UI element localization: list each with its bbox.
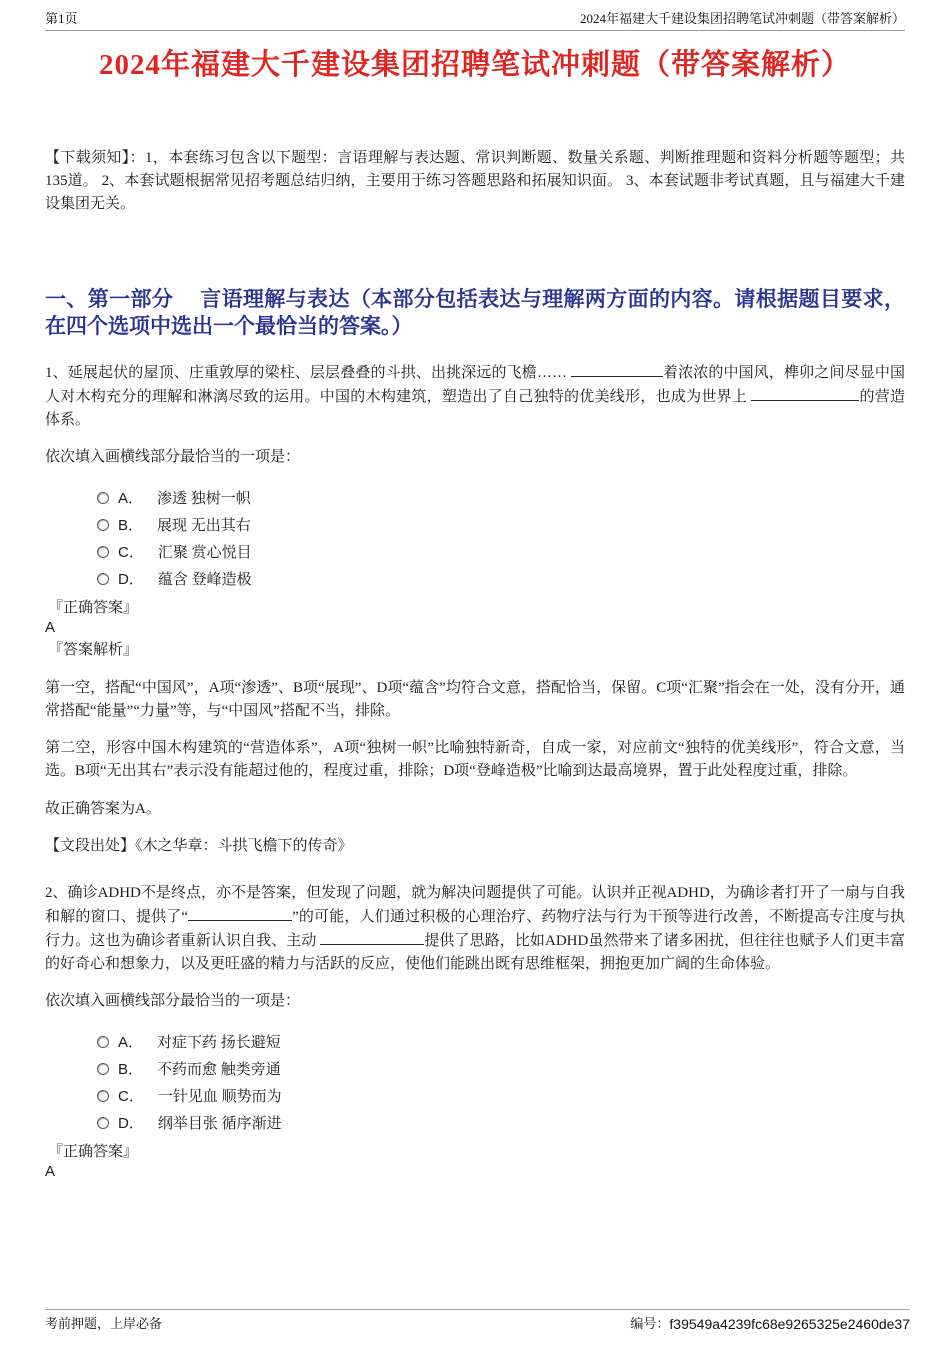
option-row-c[interactable] [97,1087,905,1104]
option-text: 汇聚 赏心悦目 [157,545,252,561]
question-1-stem: 1、延展起伏的屋顶、庄重敦厚的梁柱、层层叠叠的斗拱、出挑深远的飞檐…… 着浓浓的中国风，榫卯之间尽显中国人对木构充分的理解和淋漓尽致的运用。中国的木构建筑，塑造出了自己独特的优美线形，也成为世界上 的营造体系。 [45,361,905,432]
analysis-conclusion: 故正确答案为A。 [45,801,161,817]
fill-in-blank [571,361,663,377]
footer-slogan: 考前押题，上岸必备 [45,1316,163,1331]
download-notice: 【下载须知】：1，本套练习包含以下题型：言语理解与表达题、常识判断题、数量关系题、判断推理题和资料分析题等题型；共135道。 2、本套试题根据常见招考题总结归纳，主要用于练习答题思路和拓展知识面。 3、本套试题非考试真题，且与福建大千建设集团无关。 [45,150,905,212]
radio-button[interactable] [97,1090,109,1102]
option-letter: A． [118,490,144,507]
question-2-prompt: 依次填入画横线部分最恰当的一项是： [45,993,301,1009]
option-row-c[interactable] [97,543,905,560]
header-doc-title: 2024年福建大千建设集团招聘笔试冲刺题（带答案解析） [579,11,905,26]
option-row-d[interactable] [97,570,905,587]
page-header [45,0,905,31]
option-text: 纲举目张 循序渐进 [157,1116,282,1132]
analysis-paragraph-1: 第一空，搭配“中国风”，A项“渗透”、B项“展现”、D项“蕴含”均符合文意，搭配恰当，保留。C项“汇聚”指会在一处，没有分开，通常搭配“能量”“力量”等，与“中国风”搭配不当，排除。 [45,680,905,719]
option-letter: B． [118,517,144,534]
question-1-prompt: 依次填入画横线部分最恰当的一项是： [45,449,301,465]
option-text: 一针见血 顺势而为 [157,1089,282,1105]
correct-answer-value: A [45,619,56,636]
document-title: 2024年福建大千建设集团招聘笔试冲刺题（带答案解析） [98,49,851,81]
option-row-b[interactable] [97,516,905,533]
passage-source: 【文段出处】《木之华章：斗拱飞檐下的传奇》 [45,838,353,854]
fill-in-blank [751,385,859,401]
option-row-a[interactable] [97,489,905,506]
question-2-options [97,1033,905,1131]
option-letter: D． [118,1115,144,1132]
option-letter: B． [118,1061,144,1078]
option-letter: D． [118,571,144,588]
fill-in-blank [320,929,424,945]
radio-button[interactable] [97,573,109,585]
question-2-stem: 2、确诊ADHD不是终点，亦不是答案，但发现了问题，就为解决问题提供了可能。认识并正视ADHD，为确诊者打开了一扇与自我和解的窗口、提供了“ ”的可能，人们通过积极的心理治疗、药物疗法与行为干预等进行改善，不断提高专注度与执行力。这也为确诊者重新认识自我、主动 提供了思路，比如ADHD虽然带来了诸多困扰，但往往也赋予人们更丰富的好奇心和想象力，以及更旺盛的精力与活跃的反应，使他们能跳出既有思维框架，拥抱更加广阔的生命体验。 [45,885,905,972]
footer-id-label: 编号： [630,1316,670,1331]
option-row-d[interactable] [97,1114,905,1131]
question-1-options [97,489,905,587]
analysis-label: 『答案解析』 [48,642,139,658]
section-heading: 一、第一部分 言语理解与表达（本部分包括表达与理解两方面的内容。请根据题目要求，在四个选项中选出一个最恰当的答案。） [45,287,905,338]
radio-button[interactable] [97,546,109,558]
analysis-paragraph-2: 第二空，形容中国木构建筑的“营造体系”，A项“独树一帜”比喻独特新奇，自成一家，对应前文“独特的优美线形”，符合文意，当选。B项“无出其右”表示没有能超过他的，程度过重，排除；D项“登峰造极”比喻到达最高境界，置于此处程度过重，排除。 [45,740,905,779]
option-row-b[interactable] [97,1060,905,1077]
option-text: 展现 无出其右 [157,518,251,534]
option-text: 渗透 独树一帜 [157,491,251,507]
correct-answer-label: 『正确答案』 [48,1144,139,1160]
option-letter: C． [118,544,144,561]
option-letter: C． [118,1088,144,1105]
option-text: 不药而愈 触类旁通 [157,1062,281,1078]
page-footer [45,1309,910,1332]
page-number: 第1页 [45,11,78,26]
radio-button[interactable] [97,1036,109,1048]
footer-id-value: f39549a4239fc68e9265325e2460de37 [669,1316,910,1332]
correct-answer-label: 『正确答案』 [48,600,139,616]
radio-button[interactable] [97,1117,109,1129]
correct-answer-value: A [45,1163,56,1180]
fill-in-blank [188,905,292,921]
option-letter: A． [118,1034,144,1051]
radio-button[interactable] [97,1063,109,1075]
radio-button[interactable] [97,492,109,504]
option-text: 蕴含 登峰造极 [157,572,252,588]
radio-button[interactable] [97,519,109,531]
option-text: 对症下药 扬长避短 [157,1035,281,1051]
option-row-a[interactable] [97,1033,905,1050]
